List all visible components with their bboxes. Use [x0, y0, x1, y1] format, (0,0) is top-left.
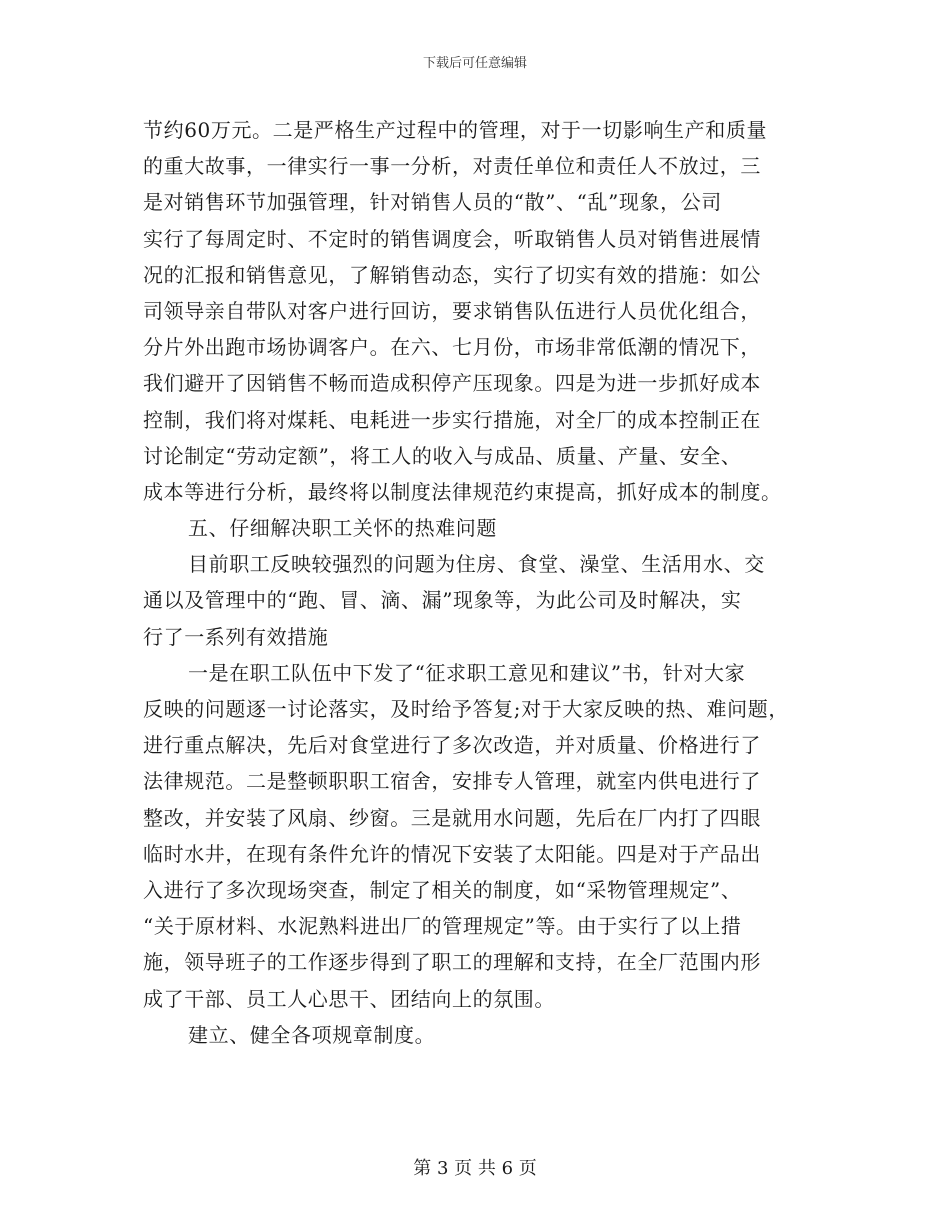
text-line: 法律规范。二是整顿职职工宿舍，安排专人管理，就室内供电进行了	[143, 769, 761, 794]
text-line: 成本等进行分析，最终将以制度法律规范约束提高，抓好成本的制度。	[143, 479, 782, 504]
section-heading: 五、仔细解决职工关怀的热难问题	[188, 516, 497, 541]
text-line: 讨论制定“劳动定额”，将工人的收入与成品、质量、产量、安全、	[143, 443, 742, 468]
text-line: 通以及管理中的“跑、冒、滴、漏”现象等，为此公司及时解决，实	[143, 588, 742, 613]
text-line: 成了干部、员工人心思干、团结向上的氛围。	[143, 986, 555, 1011]
text-line: 行了一系列有效措施	[143, 624, 329, 649]
text-line: “关于原材料、水泥熟料进出厂的管理规定”等。由于实行了以上措	[143, 914, 742, 939]
text-line: 临时水井，在现有条件允许的情况下安装了太阳能。四是对于产品出	[143, 841, 761, 866]
text-line: 我们避开了因销售不畅而造成积停产压现象。四是为进一步抓好成本	[143, 371, 761, 396]
text-line: 况的汇报和销售意见，了解销售动态，实行了切实有效的措施：如公	[143, 262, 761, 287]
text-line: 目前职工反映较强烈的问题为住房、食堂、澡堂、生活用水、交	[188, 552, 765, 577]
text-line: 是对销售环节加强管理，针对销售人员的“散”、“乱”现象，公司	[143, 190, 722, 215]
text-line: 一是在职工队伍中下发了“征求职工意见和建议”书，针对大家	[188, 660, 746, 685]
text-line: 分片外出跑市场协调客户。在六、七月份，市场非常低潮的情况下，	[143, 335, 761, 360]
page-header: 下载后可任意编辑	[422, 56, 527, 71]
text-line: 入进行了多次现场突查，制定了相关的制度，如“采物管理规定”、	[143, 877, 742, 902]
text-line: 节约60万元。二是严格生产过程中的管理，对于一切影响生产和质量	[143, 118, 768, 142]
text-line: 进行重点解决，先后对食堂进行了多次改造，并对质量、价格进行了	[143, 733, 761, 758]
text-line: 反映的问题逐一讨论落实，及时给予答复;对于大家反映的热、难问题，	[143, 697, 789, 721]
page-footer: 第 3 页 共 6 页	[413, 1158, 537, 1179]
text-line: 实行了每周定时、不定时的销售调度会，听取销售人员对销售进展情	[143, 226, 761, 251]
text-line: 整改，并安装了风扇、纱窗。三是就用水问题，先后在厂内打了四眼	[143, 805, 761, 830]
text-line: 建立、健全各项规章制度。	[188, 1022, 436, 1047]
text-line: 控制，我们将对煤耗、电耗进一步实行措施，对全厂的成本控制正在	[143, 407, 761, 432]
text-line: 的重大故事，一律实行一事一分析，对责任单位和责任人不放过，三	[143, 154, 761, 179]
text-line: 司领导亲自带队对客户进行回访，要求销售队伍进行人员优化组合，	[143, 298, 761, 323]
text-line: 施，领导班子的工作逐步得到了职工的理解和支持，在全厂范围内形	[143, 950, 761, 975]
body-text	[143, 112, 808, 1053]
